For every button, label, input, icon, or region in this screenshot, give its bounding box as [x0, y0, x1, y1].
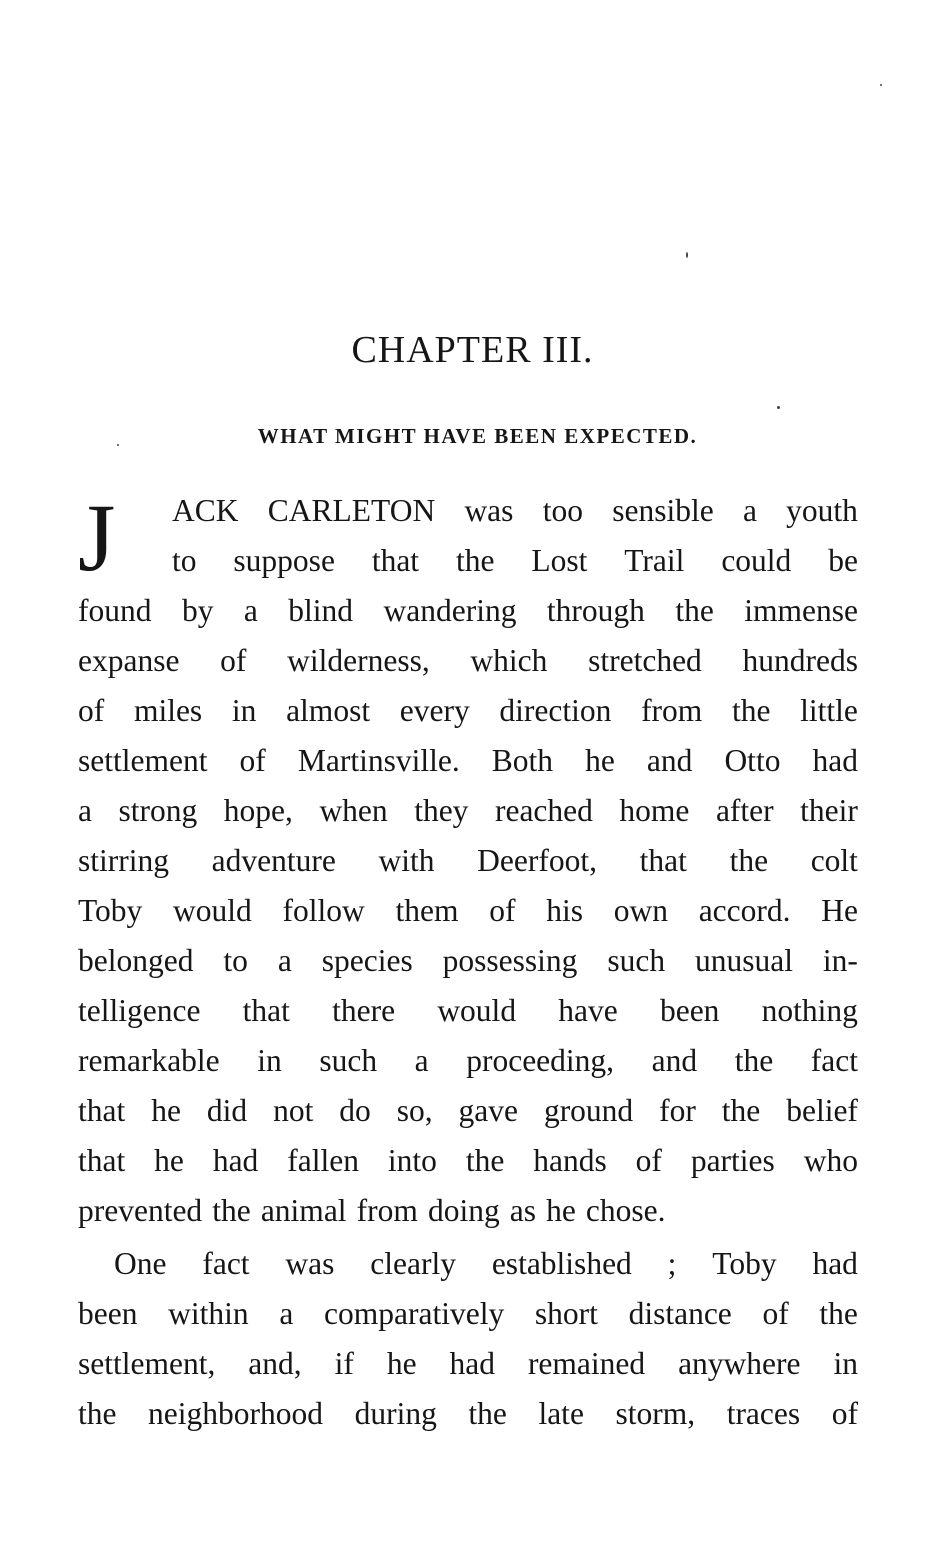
chapter-subtitle: WHAT MIGHT HAVE BEEN EXPECTED. — [257, 424, 698, 448]
text-line: prevented the animal from doing as he chose. — [78, 1193, 666, 1228]
paper-speck — [880, 84, 882, 86]
text-line: to suppose that the Lost Trail could be — [172, 543, 858, 578]
paper-speck — [777, 406, 780, 409]
text-line: the neighborhood during the late storm, traces of — [78, 1396, 858, 1431]
text-line: remarkable in such a proceeding, and the fact — [78, 1043, 858, 1078]
drop-cap: J — [78, 484, 116, 591]
text-line: been within a comparatively short distance of the — [78, 1296, 858, 1331]
text-line: a strong hope, when they reached home after their — [78, 793, 858, 828]
text-line: that he had fallen into the hands of parties who — [78, 1143, 858, 1178]
text-line: settlement, and, if he had remained anywhere in — [78, 1346, 858, 1381]
text-line: belonged to a species possessing such unusual in- — [78, 943, 858, 978]
chapter-title: CHAPTER III. — [351, 329, 594, 371]
paragraph — [78, 1239, 858, 1439]
text-line: settlement of Martinsville. Both he and Otto had — [78, 743, 858, 778]
text-line: expanse of wilderness, which stretched hundreds — [78, 643, 858, 678]
chapter-body — [78, 486, 858, 1439]
text-line: found by a blind wandering through the immense — [78, 593, 858, 628]
text-line: telligence that there would have been nothing — [78, 993, 858, 1028]
text-line: ACK CARLETON was too sensible a youth — [172, 493, 858, 528]
paragraph — [78, 486, 858, 1236]
text-line: that he did not do so, gave ground for the belief — [78, 1093, 858, 1128]
text-line: stirring adventure with Deerfoot, that the colt — [78, 843, 858, 878]
text-line: Toby would follow them of his own accord. He — [78, 893, 858, 928]
paper-speck — [686, 252, 688, 258]
text-line: One fact was clearly established ; Toby had — [114, 1246, 858, 1281]
text-line: of miles in almost every direction from the little — [78, 693, 858, 728]
